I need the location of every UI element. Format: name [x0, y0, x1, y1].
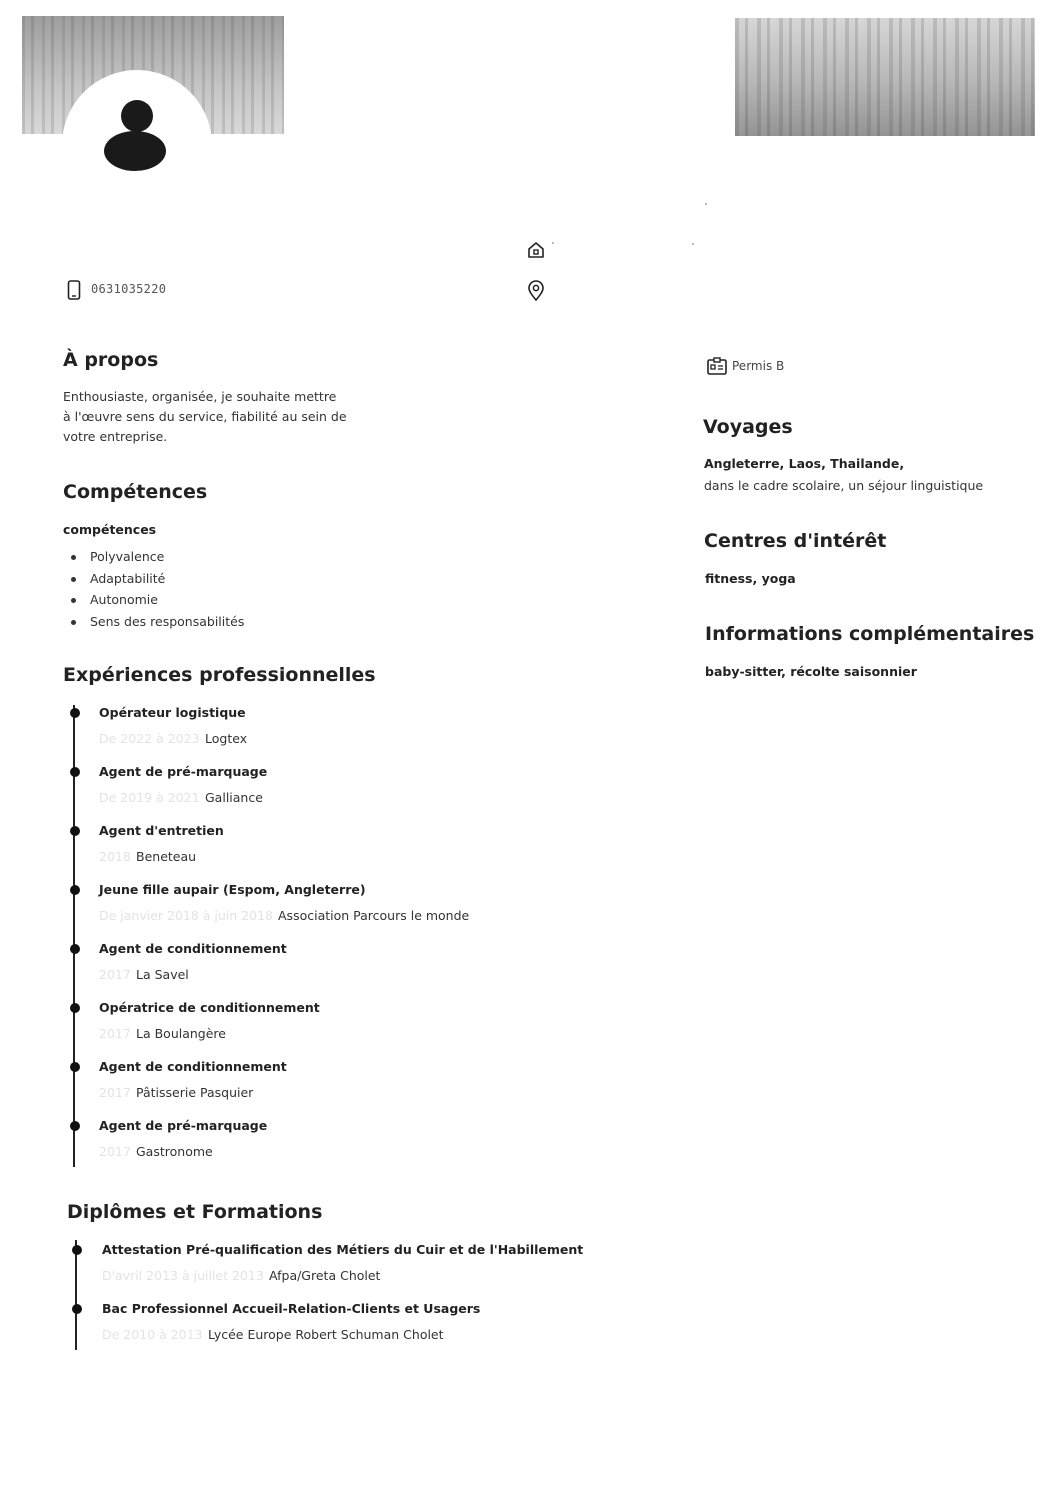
timeline-item-date: 2017	[99, 967, 131, 982]
timeline-item-title: Agent d'entretien	[99, 823, 224, 838]
travel-heading: Voyages	[703, 416, 793, 438]
travel-places: Angleterre, Laos, Thailande,	[704, 456, 905, 471]
timeline-item-date: De 2019 à 2021	[99, 790, 200, 805]
timeline-item-title: Opératrice de conditionnement	[99, 1000, 320, 1015]
timeline-item-org: Logtex	[205, 731, 248, 746]
header-banner-right	[735, 18, 1035, 136]
timeline-dot	[72, 1245, 82, 1255]
timeline-item-date: 2017	[99, 1026, 131, 1041]
location-pin-icon	[526, 280, 546, 302]
timeline-item-date: De janvier 2018 à juin 2018	[99, 908, 274, 923]
timeline-item-date: D'avril 2013 à juillet 2013	[102, 1268, 264, 1283]
timeline-dot	[70, 1121, 80, 1131]
about-line-2: à l'œuvre sens du service, fiabilité au sein de	[63, 409, 347, 424]
interests-text: fitness, yoga	[705, 571, 796, 586]
phone-number: 0631035220	[91, 282, 167, 296]
timeline-dot	[70, 708, 80, 718]
scan-speck	[705, 203, 707, 205]
timeline-item-title: Agent de pré-marquage	[99, 1118, 268, 1133]
skills-heading: Compétences	[63, 481, 208, 503]
timeline-item-title: Agent de conditionnement	[99, 941, 287, 956]
about-heading: À propos	[63, 349, 159, 371]
additional-text: baby-sitter, récolte saisonnier	[705, 664, 917, 679]
about-text	[63, 387, 347, 447]
timeline-dot	[70, 826, 80, 836]
list-item: Adaptabilité	[70, 568, 244, 590]
id-card-icon	[707, 357, 727, 375]
timeline-item-org: Gastronome	[136, 1144, 213, 1159]
timeline-item-org: Lycée Europe Robert Schuman Cholet	[208, 1327, 444, 1342]
timeline-dot	[70, 767, 80, 777]
about-line-1: Enthousiaste, organisée, je souhaite mettre	[63, 389, 337, 404]
timeline-item-title: Agent de conditionnement	[99, 1059, 287, 1074]
education-heading: Diplômes et Formations	[67, 1201, 323, 1223]
experience-heading: Expériences professionnelles	[63, 664, 376, 686]
timeline-item-org: La Savel	[136, 967, 189, 982]
timeline-item-title: Bac Professionnel Accueil-Relation-Clients et Usagers	[102, 1301, 481, 1316]
timeline-item-org: Association Parcours le monde	[278, 908, 470, 923]
timeline-item-org: Beneteau	[136, 849, 197, 864]
timeline-item-date: 2018	[99, 849, 131, 864]
travel-detail: dans le cadre scolaire, un séjour linguistique	[704, 478, 984, 493]
timeline-item-date: De 2022 à 2023	[99, 731, 200, 746]
about-line-3: votre entreprise.	[63, 429, 168, 444]
timeline-item-title: Jeune fille aupair (Espom, Angleterre)	[99, 882, 366, 897]
skills-list	[70, 546, 244, 632]
timeline-item-org: La Boulangère	[136, 1026, 226, 1041]
timeline-item-org: Galliance	[205, 790, 263, 805]
home-icon	[526, 240, 546, 260]
timeline-item-title: Attestation Pré-qualification des Métiers du Cuir et de l'Habillement	[102, 1242, 584, 1257]
education-timeline-line	[75, 1240, 77, 1350]
scan-speck	[692, 243, 694, 245]
user-avatar-body	[104, 131, 166, 171]
timeline-dot	[70, 944, 80, 954]
timeline-dot	[70, 1062, 80, 1072]
list-item: Sens des responsabilités	[70, 611, 244, 633]
timeline-item-org: Afpa/Greta Cholet	[269, 1268, 381, 1283]
phone-icon	[67, 280, 81, 300]
timeline-dot	[70, 1003, 80, 1013]
timeline-dot	[70, 885, 80, 895]
timeline-item-date: De 2010 à 2013	[102, 1327, 203, 1342]
additional-heading: Informations complémentaires	[705, 623, 1035, 645]
timeline-item-date: 2017	[99, 1144, 131, 1159]
skills-subheading: compétences	[63, 522, 157, 537]
scan-speck	[552, 242, 554, 244]
user-avatar-icon	[121, 100, 153, 132]
timeline-item-org: Pâtisserie Pasquier	[136, 1085, 254, 1100]
list-item: Polyvalence	[70, 546, 244, 568]
interests-heading: Centres d'intérêt	[704, 530, 887, 552]
timeline-dot	[72, 1304, 82, 1314]
timeline-item-title: Opérateur logistique	[99, 705, 246, 720]
license-label: Permis B	[732, 359, 785, 373]
timeline-item-date: 2017	[99, 1085, 131, 1100]
timeline-item-title: Agent de pré-marquage	[99, 764, 268, 779]
list-item: Autonomie	[70, 589, 244, 611]
